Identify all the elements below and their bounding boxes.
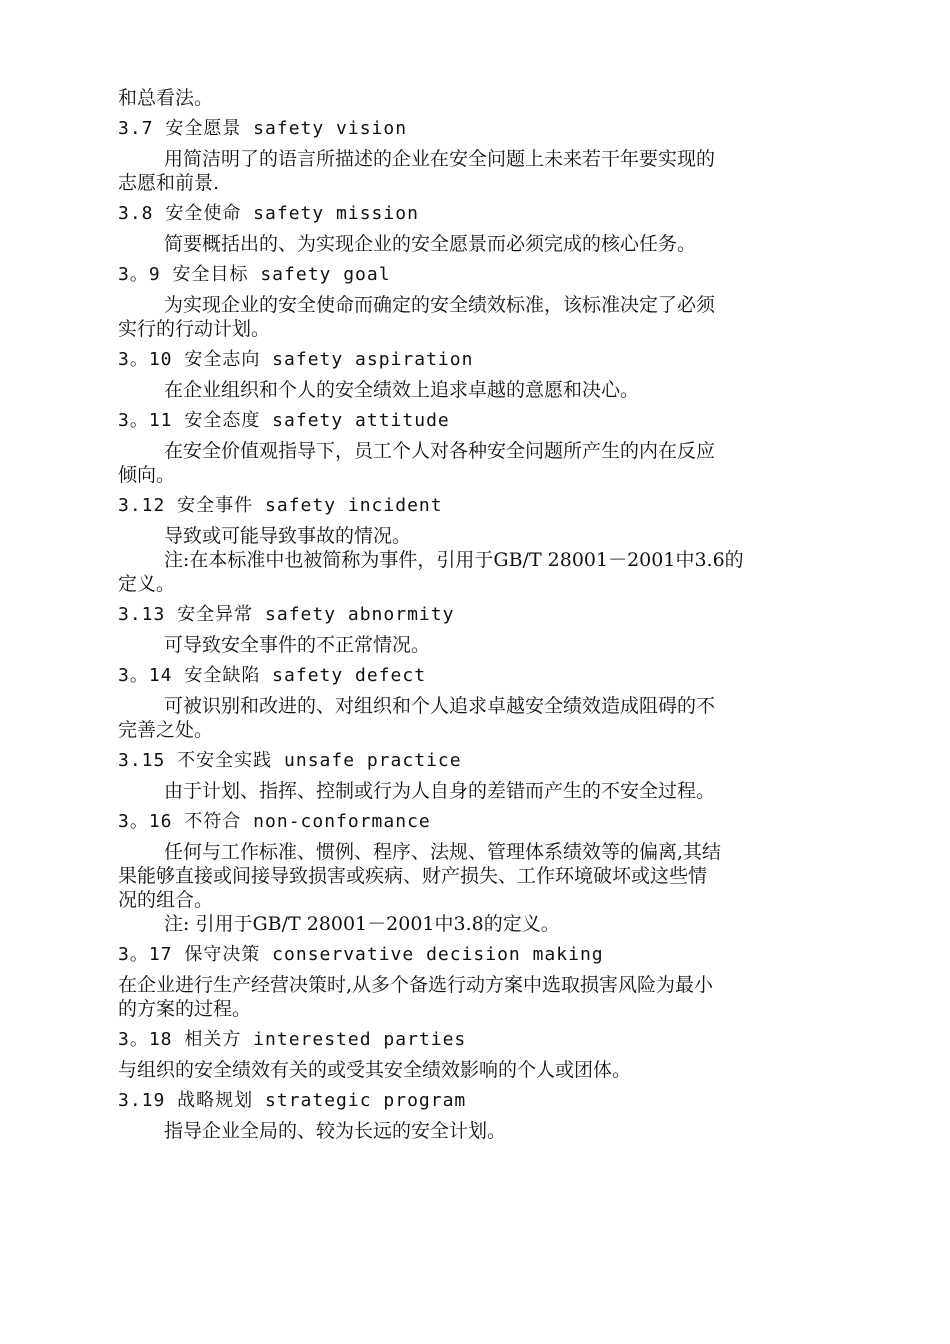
section-heading-3-18: 3。18 相关方 interested parties	[118, 1029, 467, 1050]
definition-text: 可被识别和改进的、对组织和个人追求卓越安全绩效造成阻碍的不	[164, 695, 716, 717]
definition-text: 在安全价值观指导下，员工个人对各种安全问题所产生的内在反应	[164, 440, 716, 462]
section-heading-3-8: 3.8 安全使命 safety mission	[118, 203, 419, 224]
document-body	[118, 86, 832, 1143]
definition-text-cont: 志愿和前景.	[118, 172, 220, 194]
section-heading-3-16: 3。16 不符合 non-conformance	[118, 811, 431, 832]
section-heading-3-13: 3.13 安全异常 safety abnormity	[118, 604, 455, 625]
definition-text: 可导致安全事件的不正常情况。	[164, 634, 431, 656]
definition-text: 用简洁明了的语言所描述的企业在安全问题上未来若干年要实现的	[164, 148, 716, 170]
section-heading-3-11: 3。11 安全态度 safety attitude	[118, 410, 450, 431]
note-text: 注:在本标准中也被简称为事件，引用于GB/T 28001－2001中3.6的	[164, 549, 744, 571]
definition-text: 与组织的安全绩效有关的或受其安全绩效影响的个人或团体。	[118, 1059, 632, 1081]
note-text-cont: 定义。	[118, 573, 176, 595]
definition-text: 简要概括出的、为实现企业的安全愿景而必须完成的核心任务。	[164, 233, 697, 255]
definition-text: 为实现企业的安全使命而确定的安全绩效标准，该标准决定了必须	[164, 294, 716, 316]
section-heading-3-7: 3.7 安全愿景 safety vision	[118, 118, 408, 139]
note-text: 注: 引用于GB/T 28001－2001中3.8的定义。	[164, 913, 560, 935]
definition-text-cont: 完善之处。	[118, 719, 214, 741]
definition-text: 指导企业全局的、较为长远的安全计划。	[164, 1120, 507, 1142]
definition-text: 在企业组织和个人的安全绩效上追求卓越的意愿和决心。	[164, 379, 640, 401]
section-heading-3-12: 3.12 安全事件 safety incident	[118, 495, 443, 516]
section-heading-3-19: 3.19 战略规划 strategic program	[118, 1090, 467, 1111]
definition-text-cont: 实行的行动计划。	[118, 318, 271, 340]
section-heading-3-14: 3。14 安全缺陷 safety defect	[118, 665, 427, 686]
section-heading-3-15: 3.15 不安全实践 unsafe practice	[118, 750, 462, 771]
definition-text: 由于计划、指挥、控制或行为人自身的差错而产生的不安全过程。	[164, 780, 716, 802]
definition-text: 任何与工作标准、惯例、程序、法规、管理体系绩效等的偏离,其结	[164, 841, 722, 863]
text-line: 和总看法。	[118, 87, 214, 109]
section-heading-3-9: 3。9 安全目标 safety goal	[118, 264, 391, 285]
definition-text-cont: 果能够直接或间接导致损害或疾病、财产损失、工作环境破坏或这些情	[118, 865, 708, 887]
definition-text-cont: 倾向。	[118, 464, 176, 486]
section-heading-3-10: 3。10 安全志向 safety aspiration	[118, 349, 474, 370]
definition-text: 在企业进行生产经营决策时,从多个备选行动方案中选取损害风险为最小	[118, 974, 714, 996]
definition-text-cont: 况的组合。	[118, 889, 214, 911]
definition-text: 导致或可能导致事故的情况。	[164, 525, 412, 547]
definition-text-cont: 的方案的过程。	[118, 998, 252, 1020]
section-heading-3-17: 3。17 保守决策 conservative decision making	[118, 944, 604, 965]
